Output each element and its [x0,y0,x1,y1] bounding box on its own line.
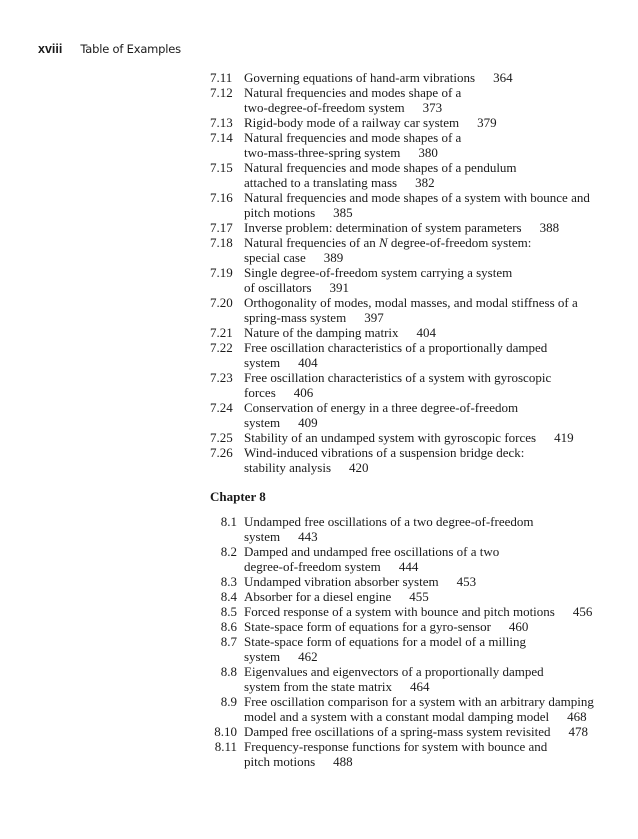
title-text: State-space form of equations for a model of a milling [244,634,526,649]
example-number: 8.3 [220,574,237,589]
title-text: stability analysis [244,460,332,475]
example-number: 7.23 [210,370,233,385]
title-text: Stability of an undamped system with gyroscopic forces [244,430,537,445]
section [210,489,610,769]
title-line [244,100,610,115]
title-line [244,220,610,235]
title-text: Natural frequencies and mode shapes of a [244,130,462,145]
title-text: Undamped vibration absorber system [244,574,439,589]
page-reference: 456 [572,604,593,619]
example-number: 7.18 [210,235,233,250]
example-entry [210,115,610,130]
example-number: 7.21 [210,325,233,340]
example-number: 7.25 [210,430,233,445]
title-line [244,724,610,739]
title-text: State-space form of equations for a gyro-sensor [244,619,491,634]
example-entry [210,160,610,190]
title-text: model and a system with a constant modal damping model [244,709,550,724]
example-title [244,664,610,694]
example-number: 7.20 [210,295,233,310]
example-number: 7.14 [210,130,233,145]
example-number: 8.9 [220,694,237,709]
title-line [244,325,610,340]
page-reference: 379 [477,115,497,130]
title-line [244,529,610,544]
title-text: pitch motions [244,205,316,220]
title-text: two-mass-three-spring system [244,145,401,160]
title-text: Forced response of a system with bounce and pitch motions [244,604,555,619]
example-entry [210,265,610,295]
example-title [244,130,610,160]
page-number: xviii [38,42,63,56]
title-line [244,574,610,589]
chapter-heading: Chapter 8 [210,489,266,504]
page-reference: 382 [415,175,435,190]
example-title [244,430,610,445]
example-title [244,574,610,589]
title-text: Damped and undamped free oscillations of a two [244,544,500,559]
title-line [244,205,610,220]
title-text: Single degree-of-freedom system carrying a system [244,265,513,280]
example-entry [210,634,610,664]
title-line [244,310,610,325]
example-title [244,295,610,325]
example-entry [210,694,610,724]
example-title [244,724,610,739]
example-entry [210,220,610,235]
example-entry [210,70,610,85]
example-entry [210,619,610,634]
example-title [244,115,610,130]
title-line [244,265,610,280]
page-reference: 420 [349,460,369,475]
page-reference: 468 [567,709,587,724]
title-text: Natural frequencies and mode shapes of a system with bounce and [244,190,590,205]
page-reference: 455 [409,589,429,604]
page-reference: 419 [554,430,574,445]
example-title [244,544,610,574]
running-title: Table of Examples [80,42,181,56]
title-text: Free oscillation characteristics of a proportionally damped [244,340,548,355]
title-text: system [244,529,281,544]
title-line [244,115,610,130]
example-number: 7.24 [210,400,233,415]
title-line [244,664,610,679]
example-number: 8.5 [220,604,237,619]
title-text: system [244,649,281,664]
example-number: 7.15 [210,160,233,175]
title-text: Inverse problem: determination of system parameters [244,220,522,235]
page-reference: 404 [298,355,318,370]
title-text: Absorber for a diesel engine [244,589,392,604]
example-title [244,604,610,619]
example-title [244,265,610,295]
example-title [244,634,610,664]
example-entry [210,604,610,619]
example-entry [210,130,610,160]
page-reference: 462 [298,649,318,664]
title-text: special case [244,250,306,265]
title-line [244,190,610,205]
example-entry [210,235,610,265]
example-title [244,190,610,220]
title-line [244,85,610,100]
page-reference: 464 [410,679,430,694]
example-title [244,220,610,235]
title-text: Governing equations of hand-arm vibrations [244,70,476,85]
title-line [244,649,610,664]
page-reference: 443 [298,529,318,544]
title-text: forces [244,385,276,400]
title-line [244,634,610,649]
title-line [244,160,610,175]
title-text: Damped free oscillations of a spring-mass system revisited [244,724,551,739]
title-line [244,355,610,370]
title-text: system [244,415,281,430]
page-reference: 380 [418,145,438,160]
title-line [244,175,610,190]
example-entry [210,340,610,370]
example-number: 7.17 [210,220,233,235]
example-title [244,325,610,340]
title-text: Conservation of energy in a three degree-of-freedom [244,400,519,415]
example-entry [210,514,610,544]
example-number: 7.26 [210,445,233,460]
title-line [244,709,610,724]
title-line [244,559,610,574]
title-line [244,130,610,145]
title-line [244,235,610,250]
example-entry [210,664,610,694]
page-reference: 388 [539,220,560,235]
section [210,70,610,475]
page-reference: 444 [398,559,419,574]
title-line [244,619,610,634]
title-line [244,70,610,85]
example-entry [210,400,610,430]
title-text: Natural frequencies and mode shapes of a pendulum [244,160,517,175]
title-text: Wind-induced vibrations of a suspension bridge deck: [244,445,525,460]
title-line [244,280,610,295]
title-line [244,514,610,529]
example-title [244,514,610,544]
example-title [244,739,610,769]
example-entry [210,724,610,739]
title-line [244,460,610,475]
example-entry [210,85,610,115]
title-text: Rigid-body mode of a railway car system [244,115,460,130]
example-title [244,235,610,265]
title-text: Eigenvalues and eigenvectors of a proportionally damped [244,664,544,679]
title-line [244,400,610,415]
title-line [244,370,610,385]
page-reference: 373 [422,100,443,115]
example-entry [210,589,610,604]
title-line [244,295,610,310]
running-header [38,40,181,56]
page-reference: 488 [333,754,353,769]
title-line [244,250,610,265]
title-line [244,694,610,709]
title-text: Natural frequencies of an N degree-of-freedom system: [244,235,532,250]
example-number: 8.6 [220,619,237,634]
title-line [244,340,610,355]
example-title [244,340,610,370]
example-number: 8.4 [220,589,237,604]
example-entry [210,370,610,400]
example-title [244,694,610,724]
example-number: 8.1 [220,514,237,529]
example-entry [210,325,610,340]
title-line [244,754,610,769]
example-number: 8.8 [220,664,237,679]
example-number: 7.13 [210,115,233,130]
example-number: 8.7 [220,634,237,649]
title-line [244,544,610,559]
title-text: two-degree-of-freedom system [244,100,405,115]
title-line [244,679,610,694]
title-text: system from the state matrix [244,679,393,694]
page-reference: 389 [323,250,344,265]
example-entry [210,544,610,574]
example-title [244,445,610,475]
example-number: 7.12 [210,85,233,100]
example-number: 7.22 [210,340,233,355]
title-text: spring-mass system [244,310,347,325]
title-text: Orthogonality of modes, modal masses, and modal stiffness of a [244,295,578,310]
title-text: of oscillators [244,280,312,295]
example-number: 7.19 [210,265,233,280]
title-text: Undamped free oscillations of a two degree-of-freedom [244,514,534,529]
title-text: Natural frequencies and modes shape of a [244,85,462,100]
page-reference: 406 [293,385,314,400]
example-title [244,85,610,115]
page-reference: 453 [456,574,477,589]
example-number: 8.10 [214,724,237,739]
title-line [244,739,610,754]
title-text: Free oscillation characteristics of a system with gyroscopic [244,370,552,385]
page-reference: 385 [333,205,353,220]
example-number: 7.11 [210,70,233,85]
title-line [244,415,610,430]
example-number: 8.2 [220,544,237,559]
page-reference: 409 [298,415,318,430]
table-of-examples [210,70,610,769]
example-entry [210,739,610,769]
example-number: 7.16 [210,190,233,205]
example-title [244,619,610,634]
title-text: attached to a translating mass [244,175,398,190]
page-reference: 460 [508,619,529,634]
example-entry [210,574,610,589]
example-number: 8.11 [214,739,237,754]
title-line [244,385,610,400]
example-entry [210,295,610,325]
example-entry [210,190,610,220]
title-line [244,589,610,604]
page-reference: 478 [568,724,589,739]
example-title [244,370,610,400]
title-line [244,145,610,160]
title-text: pitch motions [244,754,316,769]
page-reference: 391 [329,280,350,295]
title-line [244,430,610,445]
title-line [244,445,610,460]
example-title [244,400,610,430]
title-text: Frequency-response functions for system with bounce and [244,739,548,754]
example-entry [210,445,610,475]
title-line [244,604,610,619]
title-text: Nature of the damping matrix [244,325,399,340]
example-title [244,160,610,190]
page-reference: 404 [416,325,437,340]
example-title [244,70,610,85]
example-entry [210,430,610,445]
page-reference: 397 [364,310,384,325]
example-title [244,589,610,604]
page-reference: 364 [493,70,513,85]
title-text: degree-of-freedom system [244,559,381,574]
title-text: Free oscillation comparison for a system with an arbitrary damping [244,694,594,709]
title-text: system [244,355,281,370]
